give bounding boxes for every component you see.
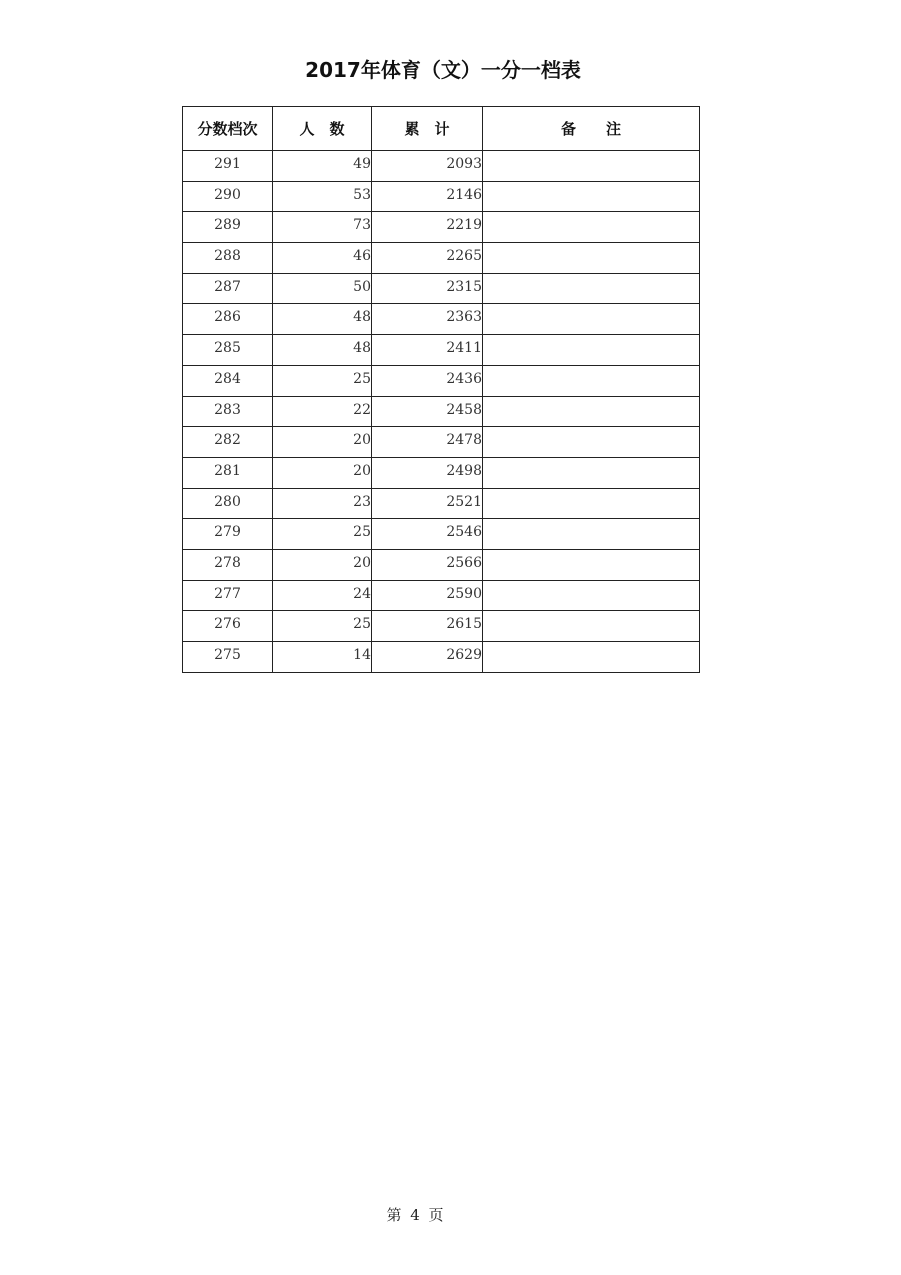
cell-count: 25	[273, 365, 372, 396]
cell-score: 281	[183, 457, 273, 488]
cell-count: 23	[273, 488, 372, 519]
table-row	[183, 396, 700, 427]
cell-count: 25	[273, 611, 372, 642]
cell-remark	[483, 212, 700, 243]
cell-score: 282	[183, 427, 273, 458]
header-remark: 备 注	[483, 107, 700, 151]
table-row	[183, 151, 700, 182]
cell-count: 14	[273, 642, 372, 673]
table-row	[183, 519, 700, 550]
cell-cumulative: 2590	[372, 580, 483, 611]
cell-remark	[483, 611, 700, 642]
table-row	[183, 243, 700, 274]
cell-cumulative: 2219	[372, 212, 483, 243]
cell-count: 50	[273, 273, 372, 304]
cell-cumulative: 2478	[372, 427, 483, 458]
cell-score: 277	[183, 580, 273, 611]
table-row	[183, 304, 700, 335]
table-body	[183, 151, 700, 673]
cell-remark	[483, 335, 700, 366]
cell-score: 287	[183, 273, 273, 304]
cell-cumulative: 2458	[372, 396, 483, 427]
cell-score: 278	[183, 549, 273, 580]
cell-remark	[483, 304, 700, 335]
cell-remark	[483, 642, 700, 673]
cell-count: 20	[273, 427, 372, 458]
cell-score: 279	[183, 519, 273, 550]
cell-count: 24	[273, 580, 372, 611]
cell-count: 48	[273, 335, 372, 366]
cell-cumulative: 2436	[372, 365, 483, 396]
page-title: 2017年体育（文）一分一档表	[305, 58, 581, 82]
cell-cumulative: 2363	[372, 304, 483, 335]
cell-score: 288	[183, 243, 273, 274]
page-number: 第 4 页	[386, 1206, 444, 1224]
table-row	[183, 580, 700, 611]
table-row	[183, 457, 700, 488]
cell-remark	[483, 365, 700, 396]
cell-cumulative: 2629	[372, 642, 483, 673]
header-score: 分数档次	[183, 107, 273, 151]
cell-count: 73	[273, 212, 372, 243]
table-row	[183, 181, 700, 212]
cell-remark	[483, 243, 700, 274]
cell-cumulative: 2566	[372, 549, 483, 580]
cell-count: 46	[273, 243, 372, 274]
cell-count: 22	[273, 396, 372, 427]
table-row	[183, 427, 700, 458]
cell-count: 53	[273, 181, 372, 212]
table-row	[183, 335, 700, 366]
cell-remark	[483, 549, 700, 580]
header-cumulative: 累 计	[372, 107, 483, 151]
cell-remark	[483, 580, 700, 611]
cell-remark	[483, 273, 700, 304]
cell-remark	[483, 181, 700, 212]
cell-count: 48	[273, 304, 372, 335]
table-row	[183, 212, 700, 243]
cell-remark	[483, 488, 700, 519]
header-count: 人 数	[273, 107, 372, 151]
cell-score: 283	[183, 396, 273, 427]
cell-score: 276	[183, 611, 273, 642]
cell-remark	[483, 151, 700, 182]
cell-score: 290	[183, 181, 273, 212]
table-row	[183, 611, 700, 642]
cell-score: 291	[183, 151, 273, 182]
cell-count: 20	[273, 549, 372, 580]
table-header-row	[183, 107, 700, 151]
cell-count: 25	[273, 519, 372, 550]
cell-cumulative: 2315	[372, 273, 483, 304]
cell-score: 286	[183, 304, 273, 335]
cell-cumulative: 2546	[372, 519, 483, 550]
cell-cumulative: 2521	[372, 488, 483, 519]
score-table	[182, 106, 700, 673]
cell-score: 285	[183, 335, 273, 366]
cell-score: 284	[183, 365, 273, 396]
table-row	[183, 549, 700, 580]
cell-count: 20	[273, 457, 372, 488]
cell-cumulative: 2411	[372, 335, 483, 366]
cell-remark	[483, 427, 700, 458]
table-row	[183, 642, 700, 673]
cell-score: 280	[183, 488, 273, 519]
cell-remark	[483, 519, 700, 550]
cell-score: 289	[183, 212, 273, 243]
cell-cumulative: 2615	[372, 611, 483, 642]
cell-cumulative: 2498	[372, 457, 483, 488]
cell-score: 275	[183, 642, 273, 673]
table-row	[183, 273, 700, 304]
table-row	[183, 488, 700, 519]
cell-cumulative: 2265	[372, 243, 483, 274]
cell-remark	[483, 396, 700, 427]
cell-cumulative: 2093	[372, 151, 483, 182]
table-row	[183, 365, 700, 396]
cell-cumulative: 2146	[372, 181, 483, 212]
cell-remark	[483, 457, 700, 488]
cell-count: 49	[273, 151, 372, 182]
